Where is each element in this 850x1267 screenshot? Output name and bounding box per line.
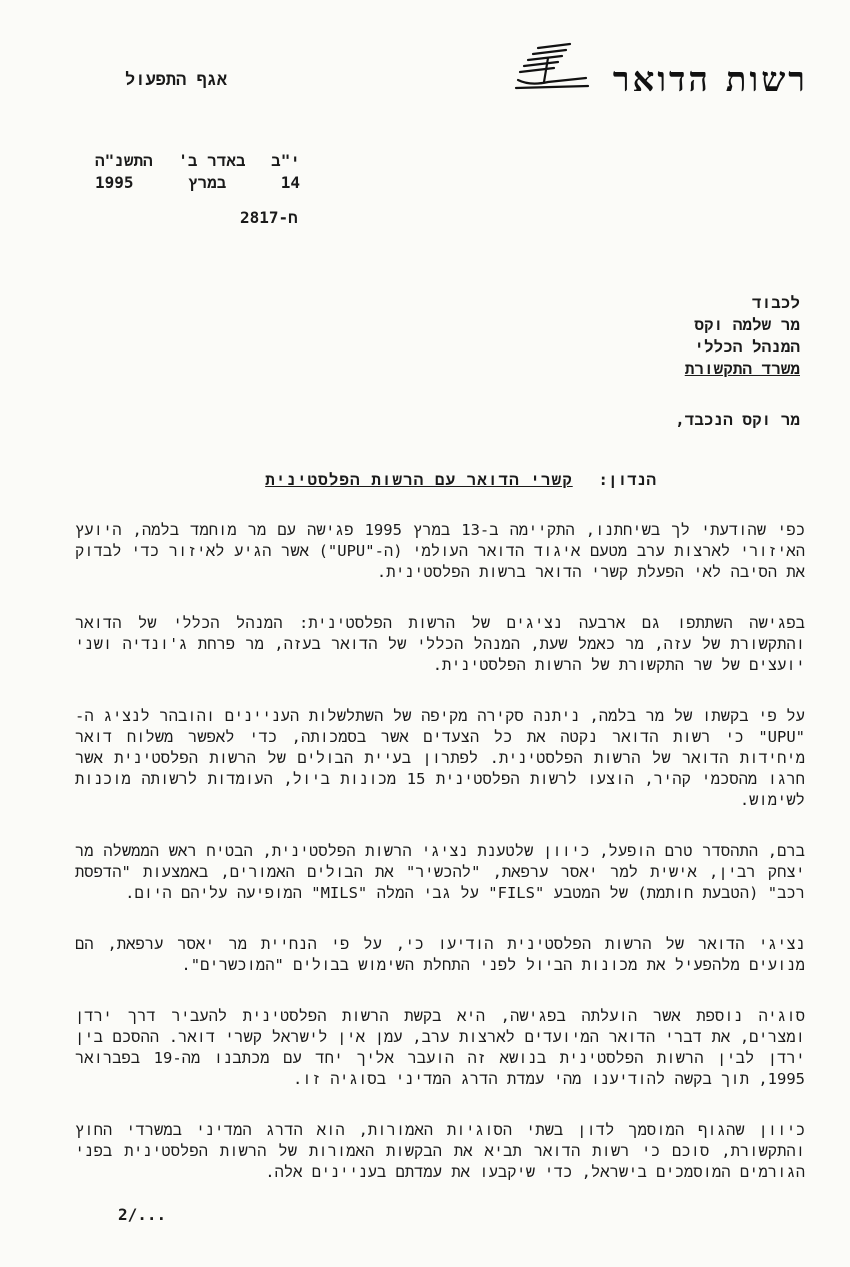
paragraph: בפגישה השתתפו גם ארבעה נציגים של הרשות הפלסטינית: המנהל הכללי של הדואר והתקשורת של עזה, מר כאמל שעת, המנהל הכללי של הדואר בעזה, מר פרחת ג'ונדיה ושני יועצים של שר התקשורת של הרשות הפלסטינית. [75,614,805,674]
paragraph: כפי שהודעתי לך בשיחתנו, התקיימה ב-13 במרץ 1995 פגישה עם מר מוחמד בלמה, היועץ האיזורי לארצות ערב מטעם איגוד הדואר העולמי (ה-"UPU") אשר הגיע לאיזור כדי לבדוק את הסיבה לאי הפעלת קשרי הדואר ברשות הפלסטינית. [75,521,805,581]
letter-body [75,520,805,1213]
recipient-title: המנהל הכללי [694,337,800,356]
recipient-name: מר שלמה וקס [694,315,800,334]
hebrew-date-year: התשנ"ה [95,151,153,170]
greg-month: במרץ [187,173,227,192]
recipient-honorific: לכבוד [751,293,800,312]
paragraph: סוגיה נוספת אשר הועלתה בפגישה, היא בקשת הרשות הפלסטינית להעביר דרך ירדן ומצרים, את דברי הדואר המיועדים לארצות ערב, עמן אין לישראל קשרי דואר. ההסכם בין ירדן לבין הרשות הפלסטינית בנושא זה הועבר אליך יחד עם מכתבנו מה-19 בפברואר 1995, תוך בקשה להודיענו מהי עמדת הדרג המדיני בסוגיה זו. [75,1007,805,1088]
postal-horn-icon [508,38,618,98]
paragraph: ברם, התהסדר טרם הופעל, כיוון שלטענת נציגי הרשות הפלסטינית, הבטיח ראש הממשלה מר יצחק רבין, אישית למר יאסר ערפאת, "להכשיר" את הבולים האמורים, באמצעות "הדפסת רכב" (הטבעת חותמת) של המטבע "FILS" על גבי המלה "MILS" המופיעה עליהם היום. [75,842,805,902]
hebrew-date-month: באדר ב' [178,151,246,170]
subject-line [256,470,656,490]
subject-label: הנדון: [598,470,656,489]
paragraph: כיוון שהגוף המוסמך לדון בשתי הסוגיות האמורות, הוא הדרג המדיני במשרדי החוץ והתקשורת, סוכם כי רשות הדואר תביא את הבקשות האמורות של הרשות הפלסטינית בפני הגורמים המוסמכים בישראל, כדי שיקבעו את עמדתם בעניינים אלה. [75,1121,805,1181]
date-block [95,150,300,194]
hebrew-date-day: י"ב [271,151,300,170]
salutation: מר וקס הנכבד, [675,410,800,429]
paragraph: נציגי הדואר של הרשות הפלסטינית הודיעו כי, על פי הנחיית מר יאסר ערפאת, הם מנועים מלהפעיל את מכונות הביול לפני התחלת השימוש בבולים "המוכשרים". [75,935,805,974]
letterhead-logo [508,38,808,98]
department-name: אגף התפעול [125,70,228,90]
reference-number: ח-2817 [240,208,298,227]
greg-day: 14 [280,173,300,192]
page-continuation-marker: 2/... [118,1205,167,1224]
subject-text: קשרי הדואר עם הרשות הפלסטינית [265,470,573,489]
recipient-office: משרד התקשורת [684,359,800,378]
recipient-address [685,292,800,380]
greg-year: 1995 [95,173,134,192]
paragraph: על פי בקשתו של מר בלמה, ניתנה סקירה מקיפה של השתלשלות העניינים והובהר לנציג ה-"UPU" כי רשות הדואר נקטה את כל הצעדים אשר בסמכותה, כדי לאפשר משלוח דואר מיחידות הדואר של הרשות הפלסטינית. לפתרון בעיית הבולים של הרשות הפלסטינית אשר חרגו מהסכמי קהיר, הוצעו לרשות הפלסטינית 15 מכונות ביול, העומדות לרשותה מוכנות לשימוש. [75,707,805,809]
org-name: רשות הדואר [612,60,808,100]
